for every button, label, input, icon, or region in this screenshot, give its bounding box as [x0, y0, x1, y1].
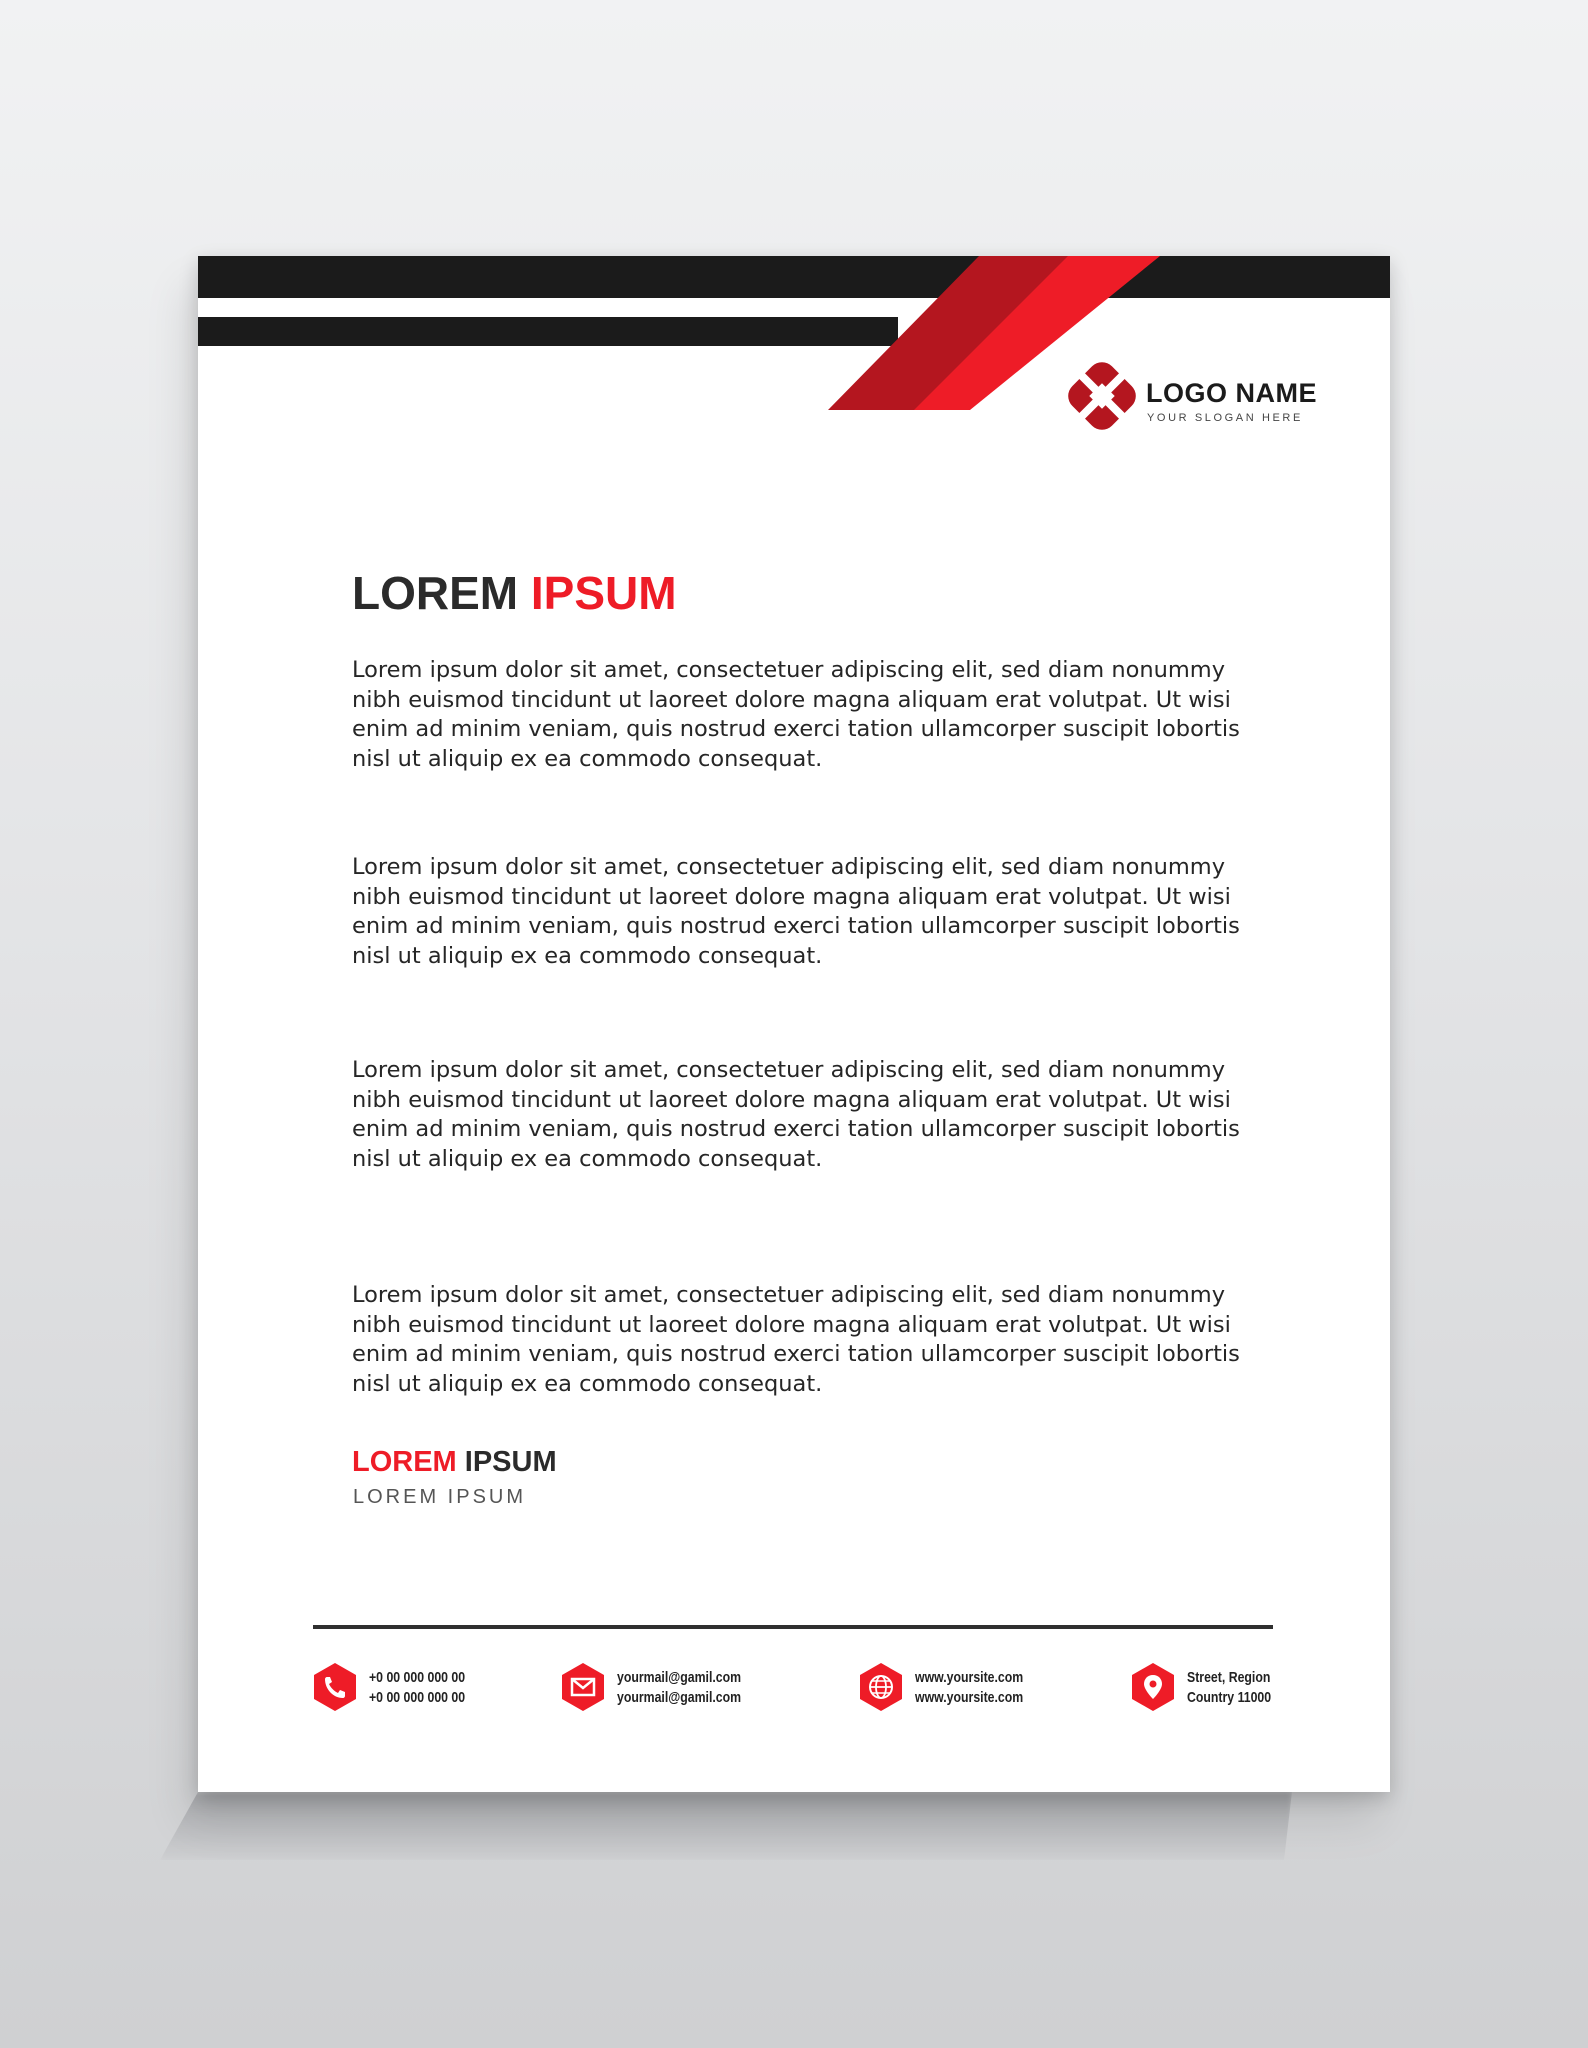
body-paragraph-1: Lorem ipsum dolor sit amet, consectetuer adipiscing elit, sed diam nonummy nibh euismod tincidunt ut laoreet dolore magna aliquam erat volutpat. Ut wisi enim ad minim veniam, quis nostrud exerci tation ullamcorper suscipit lobortis nisl ut aliquip ex ea commodo consequat. [352, 657, 1240, 772]
envelope-icon [561, 1662, 605, 1712]
phone-line-1: +0 00 000 000 00 [369, 1669, 466, 1686]
header-bar-second [198, 317, 898, 346]
body-paragraph-2: Lorem ipsum dolor sit amet, consectetuer adipiscing elit, sed diam nonummy nibh euismod tincidunt ut laoreet dolore magna aliquam erat volutpat. Ut wisi enim ad minim veniam, quis nostrud exerci tation ullamcorper suscipit lobortis nisl ut aliquip ex ea commodo consequat. [352, 854, 1240, 969]
header-bar-top [198, 256, 1390, 298]
address-line-1: Street, Region [1187, 1669, 1271, 1686]
body-paragraph-3: Lorem ipsum dolor sit amet, consectetuer adipiscing elit, sed diam nonummy nibh euismod tincidunt ut laoreet dolore magna aliquam erat volutpat. Ut wisi enim ad minim veniam, quis nostrud exerci tation ullamcorper suscipit lobortis nisl ut aliquip ex ea commodo consequat. [352, 1057, 1240, 1172]
document-title [352, 566, 677, 620]
document-title-part1: LOREM [352, 567, 519, 619]
contact-address-text [1187, 1668, 1271, 1708]
logo-slogan: YOUR SLOGAN HERE [1147, 412, 1303, 424]
location-pin-icon [1131, 1662, 1175, 1712]
contact-phone-text [369, 1668, 465, 1708]
website-line-1: www.yoursite.com [915, 1669, 1024, 1686]
email-line-2: yourmail@gamil.com [617, 1689, 742, 1706]
footer-divider [313, 1625, 1273, 1629]
contact-email-text [617, 1668, 741, 1708]
phone-icon [313, 1662, 357, 1712]
globe-icon [859, 1662, 903, 1712]
address-line-2: Country 11000 [1187, 1689, 1272, 1706]
website-line-2: www.yoursite.com [915, 1689, 1024, 1706]
signature-name-part1: LOREM [352, 1446, 457, 1478]
body-paragraph-4: Lorem ipsum dolor sit amet, consectetuer adipiscing elit, sed diam nonummy nibh euismod tincidunt ut laoreet dolore magna aliquam erat volutpat. Ut wisi enim ad minim veniam, quis nostrud exerci tation ullamcorper suscipit lobortis nisl ut aliquip ex ea commodo consequat. [352, 1282, 1240, 1397]
email-line-1: yourmail@gamil.com [617, 1669, 742, 1686]
signature-role: LOREM IPSUM [353, 1486, 527, 1508]
logo-mark-icon [1066, 360, 1138, 432]
logo-name: LOGO NAME [1146, 378, 1317, 408]
letterhead-page [198, 256, 1390, 1792]
phone-line-2: +0 00 000 000 00 [369, 1689, 466, 1706]
contact-website-text [915, 1668, 1023, 1708]
logo [1066, 360, 1336, 440]
signature-name-part2: IPSUM [464, 1446, 557, 1478]
document-title-part2: IPSUM [530, 567, 677, 619]
floor-shadow [160, 1792, 1292, 1860]
signature-name [352, 1446, 557, 1479]
